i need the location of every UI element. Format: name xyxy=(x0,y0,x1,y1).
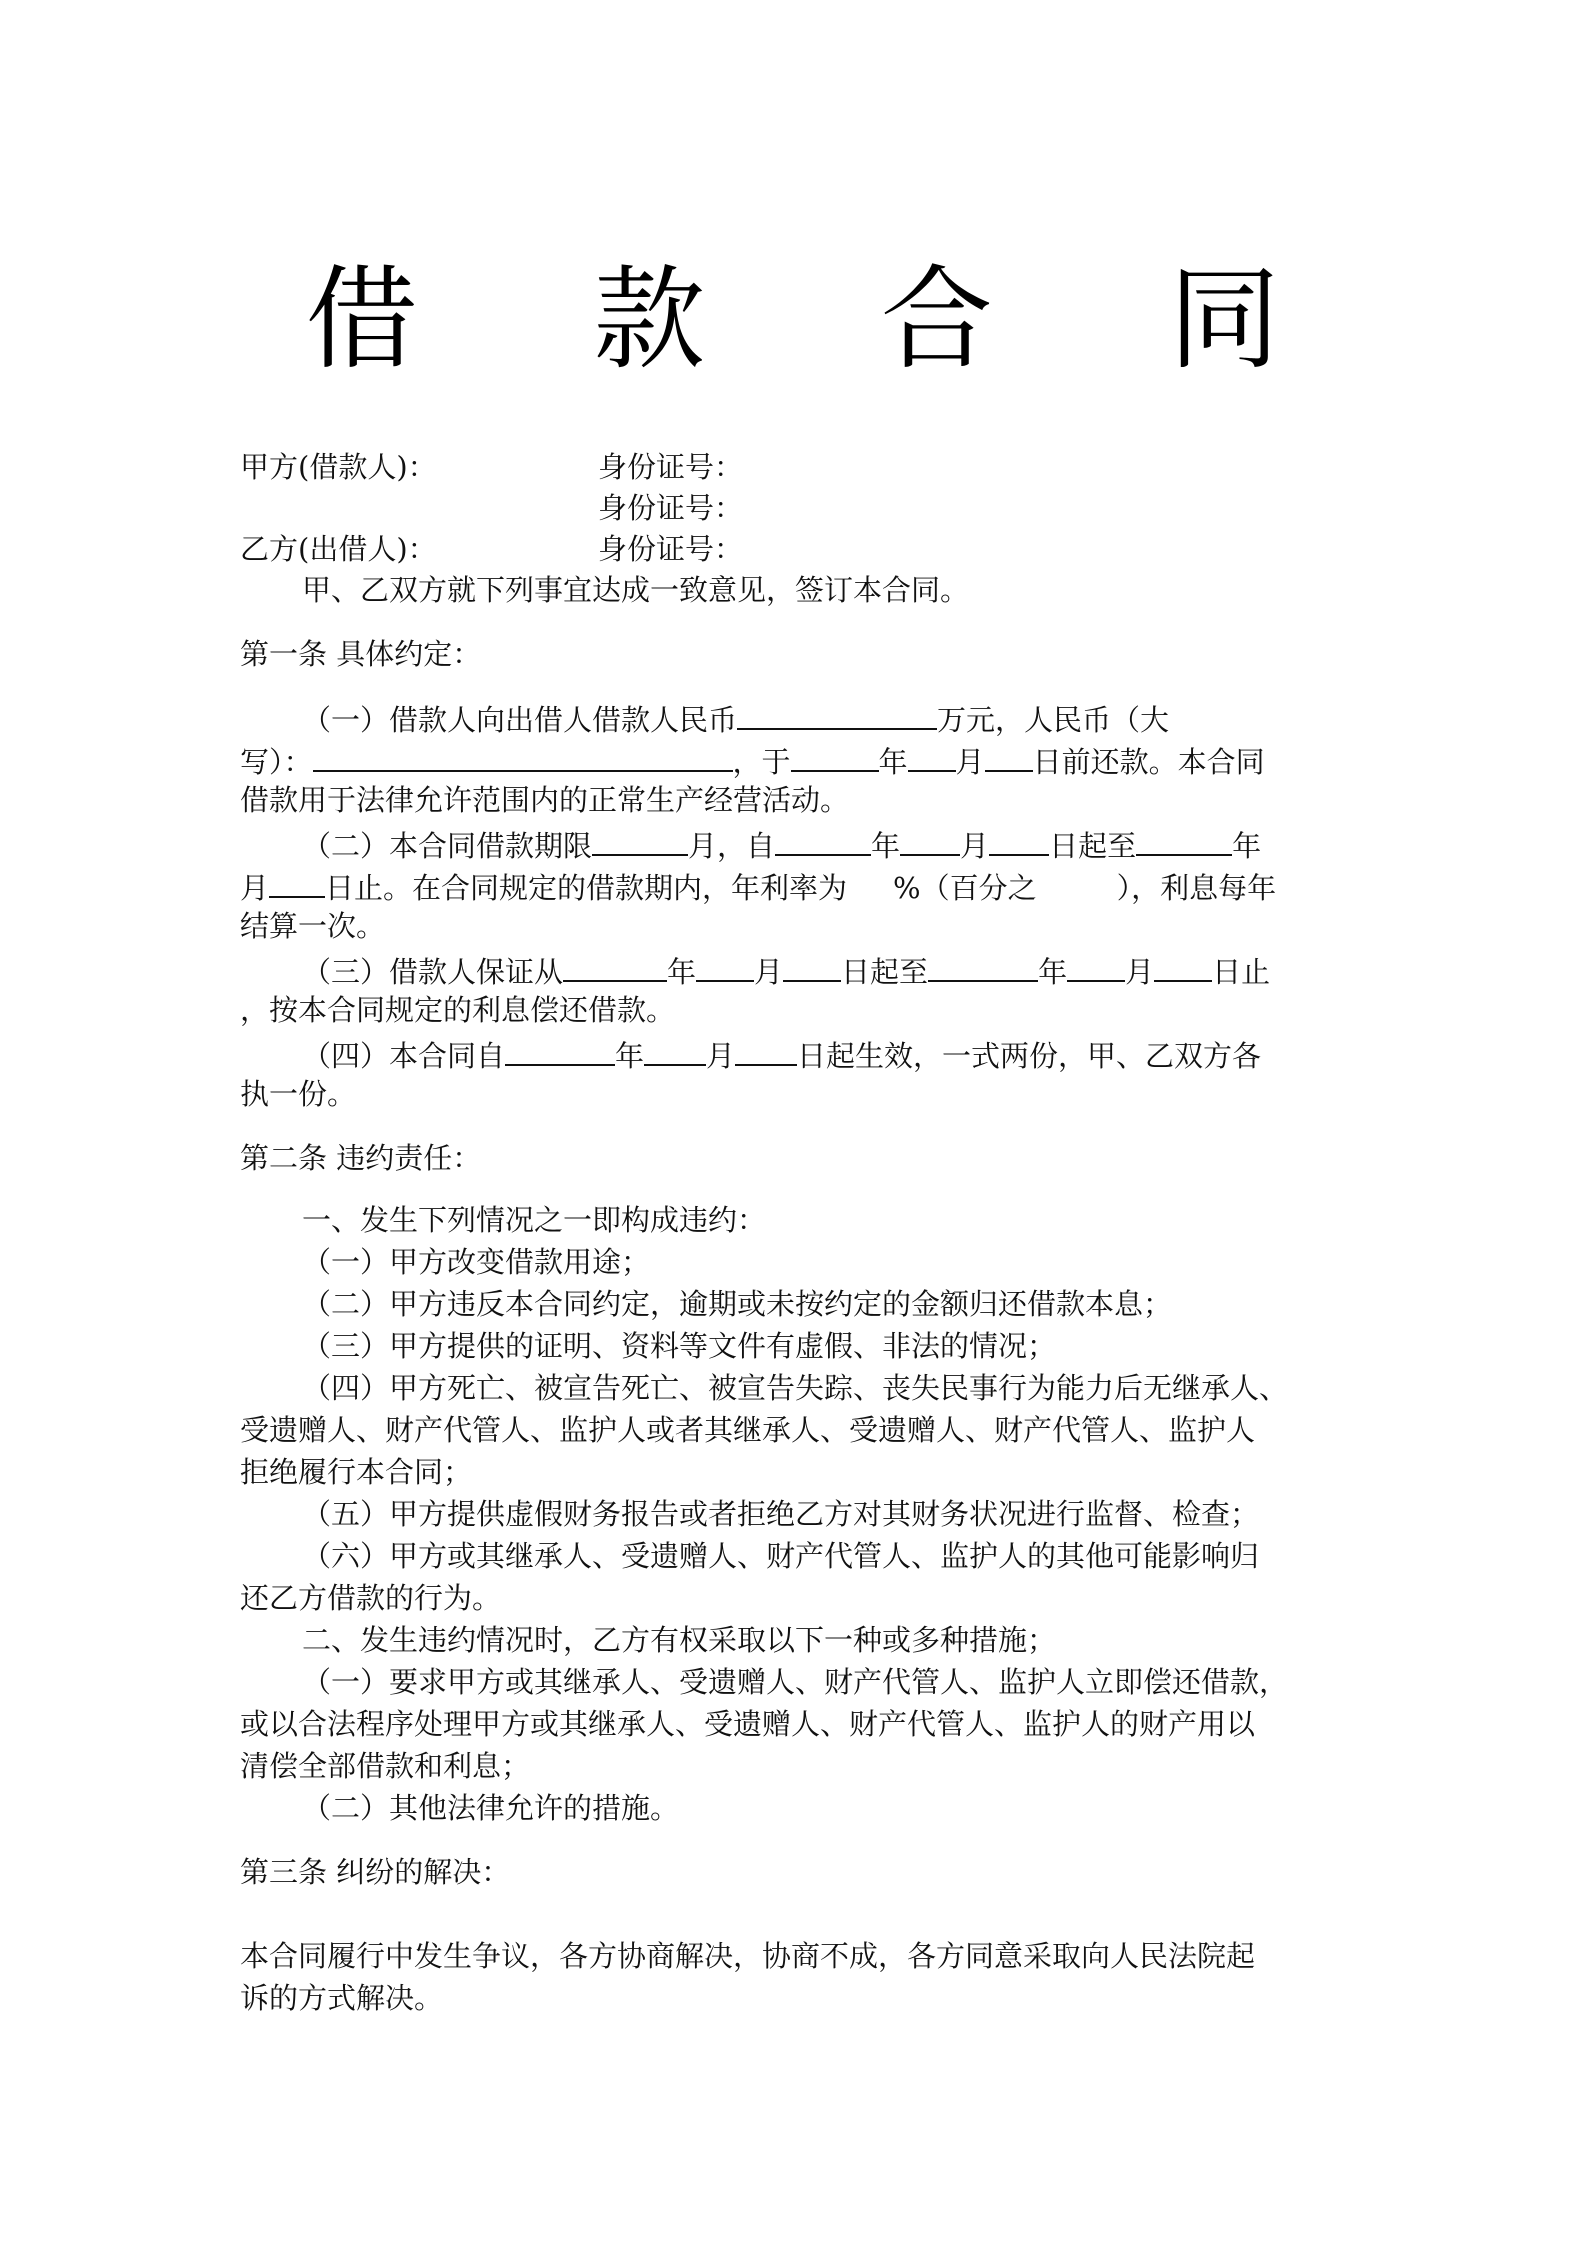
clause1-line1 xyxy=(302,696,1169,740)
effective-day-blank[interactable] xyxy=(735,1032,797,1066)
clause4-line1 xyxy=(302,1032,1261,1076)
clause4-line2: 执一份。 xyxy=(240,1077,357,1111)
clause3-line2: ，按本合同规定的利息偿还借款。 xyxy=(240,993,676,1027)
repay-year-blank[interactable] xyxy=(791,738,879,772)
clause3-text-e: 年 xyxy=(1038,955,1068,989)
clause3-text-c: 月 xyxy=(754,955,784,989)
article2-line: （六）甲方或其继承人、受遗赠人、财产代管人、监护人的其他可能影响归 xyxy=(302,1539,1260,1573)
article3-line: 本合同履行中发生争议，各方协商解决，协商不成，各方同意采取向人民法院起 xyxy=(240,1939,1256,1973)
party-a-line xyxy=(240,447,437,487)
clause1-text-d: ，于 xyxy=(732,745,791,779)
clause3-text-d: 日起至 xyxy=(841,955,929,989)
clause1-line3: 借款用于法律允许范围内的正常生产经营活动。 xyxy=(240,783,850,817)
effective-year-blank[interactable] xyxy=(505,1032,615,1066)
party-a-id-label: 身份证号： xyxy=(598,450,744,484)
clause4-text-d: 日起生效，一式两份，甲、乙双方各 xyxy=(797,1039,1262,1073)
clause1-text-f: 月 xyxy=(955,745,985,779)
clause2-text-a: （二）本合同借款期限 xyxy=(302,829,593,863)
repay-end-month-blank[interactable] xyxy=(1067,948,1125,982)
end-year-blank[interactable] xyxy=(1136,822,1232,856)
article3-line: 诉的方式解决。 xyxy=(240,1981,444,2015)
intro-line xyxy=(302,570,969,610)
clause2-text-c: 年 xyxy=(871,829,901,863)
article2-line: （一）要求甲方或其继承人、受遗赠人、财产代管人、监护人立即偿还借款， xyxy=(302,1665,1289,1699)
clause1-text-e: 年 xyxy=(878,745,908,779)
clause1-text-c: 写）： xyxy=(240,745,313,779)
clause2-text-f: 年 xyxy=(1232,829,1262,863)
clause3-text-g: 日止 xyxy=(1212,955,1271,989)
repay-end-day-blank[interactable] xyxy=(1154,948,1212,982)
clause2-text-j: ），利息每年 xyxy=(1116,871,1277,905)
start-month-blank[interactable] xyxy=(900,822,960,856)
article2-line: （一）甲方改变借款用途； xyxy=(302,1245,651,1279)
article2-heading: 第二条 违约责任： xyxy=(240,1141,482,1175)
clause2-text-b: 月，自 xyxy=(688,829,776,863)
clause4-text-a: （四）本合同自 xyxy=(302,1039,506,1073)
article2-line: 二、发生违约情况时，乙方有权采取以下一种或多种措施； xyxy=(302,1623,1057,1657)
clause2-text-g: 月 xyxy=(240,871,270,905)
article2-line: （五）甲方提供虚假财务报告或者拒绝乙方对其财务状况进行监督、检查； xyxy=(302,1497,1260,1531)
article2-line: 受遗赠人、财产代管人、监护人或者其继承人、受遗赠人、财产代管人、监护人 xyxy=(240,1413,1256,1447)
intro-text: 甲、乙双方就下列事宜达成一致意见，签订本合同。 xyxy=(302,573,970,607)
amount-capital-blank[interactable] xyxy=(313,738,733,772)
article1-heading: 第一条 具体约定： xyxy=(240,637,482,671)
party-b-id-label: 身份证号： xyxy=(598,532,744,566)
effective-month-blank[interactable] xyxy=(644,1032,706,1066)
start-day-blank[interactable] xyxy=(989,822,1049,856)
clause2-text-i: %（百分之 xyxy=(893,871,1037,905)
repay-day-blank[interactable] xyxy=(985,738,1033,772)
clause4-text-b: 年 xyxy=(615,1039,645,1073)
clause2-text-h: 日止。在合同规定的借款期内，年利率为 xyxy=(325,871,848,905)
clause2-line2 xyxy=(240,864,1276,908)
clause3-text-f: 月 xyxy=(1125,955,1155,989)
repay-month-blank[interactable] xyxy=(908,738,956,772)
clause2-text-e: 日起至 xyxy=(1049,829,1137,863)
party-a2-id-label: 身份证号： xyxy=(598,491,744,525)
party-a2-id-line xyxy=(598,488,743,528)
article2-line: （四）甲方死亡、被宣告死亡、被宣告失踪、丧失民事行为能力后无继承人、 xyxy=(302,1371,1289,1405)
party-a-label: 甲方(借款人)： xyxy=(240,450,437,484)
article2-line: 或以合法程序处理甲方或其继承人、受遗赠人、财产代管人、监护人的财产用以 xyxy=(240,1707,1256,1741)
party-b-id-line xyxy=(598,529,743,569)
clause3-line1 xyxy=(302,948,1270,992)
start-year-blank[interactable] xyxy=(775,822,871,856)
clause2-text-d: 月 xyxy=(960,829,990,863)
article2-line: 还乙方借款的行为。 xyxy=(240,1581,502,1615)
repay-start-day-blank[interactable] xyxy=(783,948,841,982)
article2-line: （二）甲方违反本合同约定，逾期或未按约定的金额归还借款本息； xyxy=(302,1287,1173,1321)
article2-line: 拒绝履行本合同； xyxy=(240,1455,473,1489)
party-b-line xyxy=(240,529,437,569)
document-title: 借 款 合 同 xyxy=(305,255,1351,385)
clause1-line2 xyxy=(240,738,1265,782)
term-months-blank[interactable] xyxy=(592,822,688,856)
clause3-text-b: 年 xyxy=(667,955,697,989)
article2-line: （二）其他法律允许的措施。 xyxy=(302,1791,680,1825)
clause2-line1 xyxy=(302,822,1261,866)
clause2-line3: 结算一次。 xyxy=(240,909,386,943)
clause4-text-c: 月 xyxy=(706,1039,736,1073)
repay-start-month-blank[interactable] xyxy=(696,948,754,982)
clause1-text-b: 万元，人民币（大 xyxy=(937,703,1170,737)
article2-line: （三）甲方提供的证明、资料等文件有虚假、非法的情况； xyxy=(302,1329,1057,1363)
article2-line: 一、发生下列情况之一即构成违约： xyxy=(302,1203,767,1237)
end-month-blank[interactable] xyxy=(269,864,325,898)
article3-heading: 第三条 纠纷的解决： xyxy=(240,1855,511,1889)
clause1-text-a: （一）借款人向出借人借款人民币 xyxy=(302,703,738,737)
repay-end-year-blank[interactable] xyxy=(928,948,1038,982)
party-b-label: 乙方(出借人)： xyxy=(240,532,437,566)
article2-line: 清偿全部借款和利息； xyxy=(240,1749,531,1783)
amount-blank[interactable] xyxy=(737,696,937,730)
repay-start-year-blank[interactable] xyxy=(563,948,667,982)
clause1-text-g: 日前还款。本合同 xyxy=(1032,745,1265,779)
clause3-text-a: （三）借款人保证从 xyxy=(302,955,564,989)
party-a-id-line xyxy=(598,447,743,487)
